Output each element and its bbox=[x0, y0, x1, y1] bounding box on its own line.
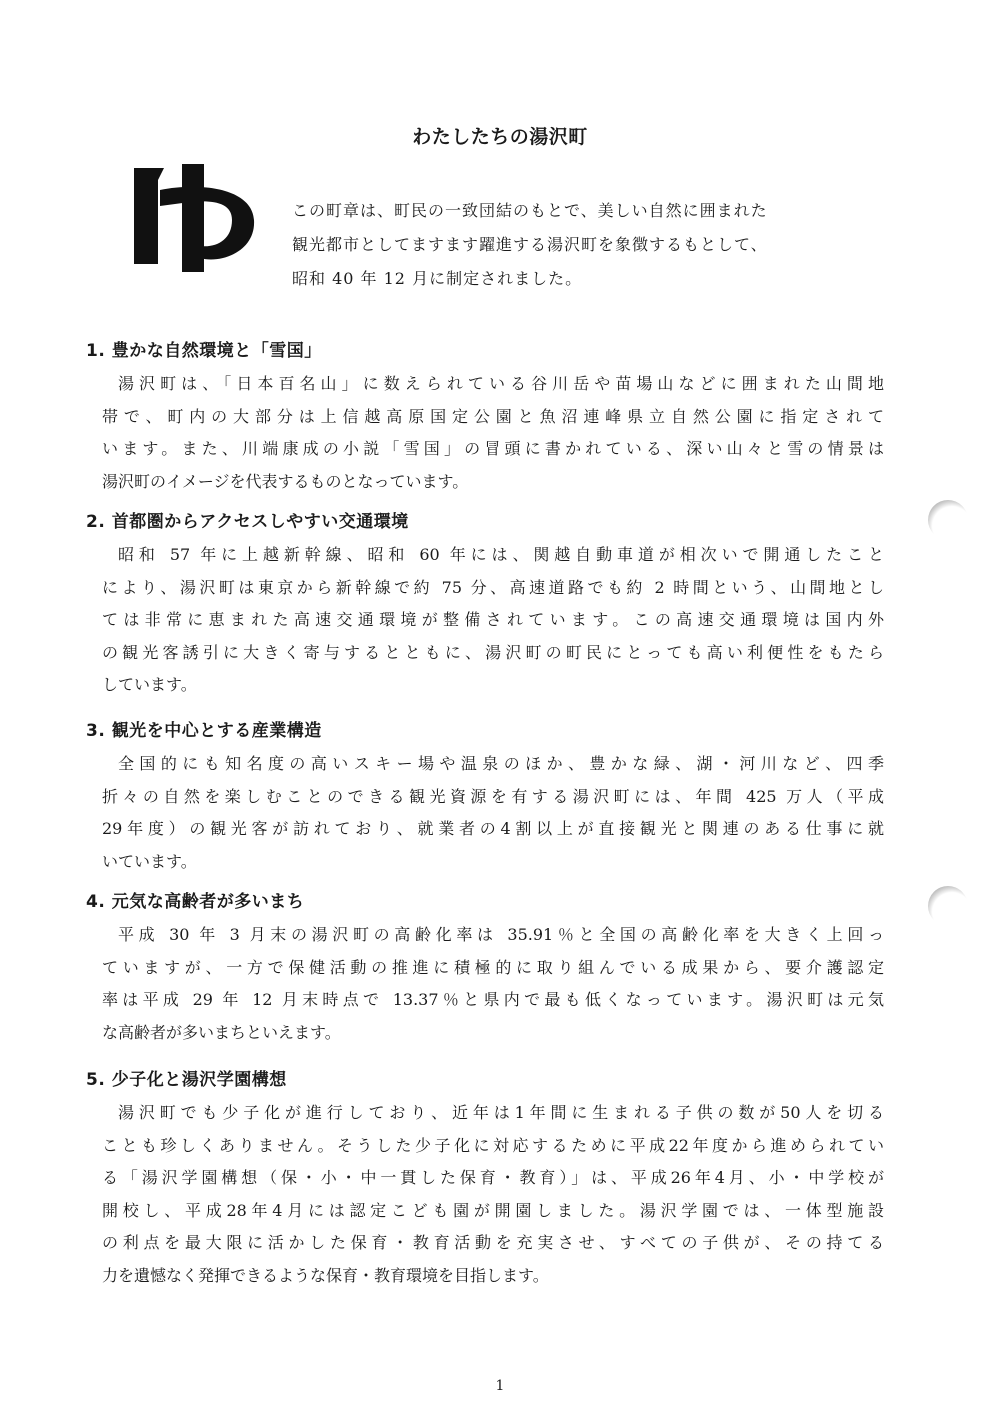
body-line: により、湯沢町は東京から新幹線で約 75 分、高速道路でも約 2 時間という、山間地とし bbox=[102, 577, 884, 597]
body-line: 昭和 57 年に上越新幹線、昭和 60 年には、関越自動車道が相次いで開通したこと bbox=[118, 545, 884, 564]
binder-hole bbox=[928, 500, 968, 540]
binder-hole bbox=[928, 886, 968, 926]
body-line: ては非常に恵まれた高速交通環境が整備されています。この高速交通環境は国内外 bbox=[102, 610, 884, 629]
section-heading: 4. 元気な高齢者が多いまち bbox=[86, 892, 305, 912]
page-title: わたしたちの湯沢町 bbox=[412, 126, 588, 148]
section-elderly bbox=[86, 885, 886, 1049]
body-line: 湯沢町のイメージを代表するものとなっています。 bbox=[102, 471, 469, 491]
body-line: 率は平成 29 年 12 月末時点で 13.37％と県内で最も低くなっています。湯沢町は元気 bbox=[102, 990, 884, 1009]
page-number: 1 bbox=[495, 1378, 505, 1394]
intro-line: この町章は、町民の一致団結のもとで、美しい自然に囲まれた bbox=[292, 201, 768, 220]
town-emblem-icon bbox=[120, 160, 260, 272]
section-heading: 3. 観光を中心とする産業構造 bbox=[86, 721, 322, 741]
intro-paragraph bbox=[292, 194, 892, 296]
body-line: 平成 30 年 3 月末の湯沢町の高齢化率は 35.91％と全国の高齢化率を大きく上回っ bbox=[118, 925, 884, 944]
body-line: 開校し、平成28年4月には認定こども園が開園しました。湯沢学園では、一体型施設 bbox=[102, 1200, 884, 1220]
body-line: 29年度）の観光客が訪れており、就業者の4割以上が直接観光と関連のある仕事に就 bbox=[102, 819, 884, 838]
body-line: の観光客誘引に大きく寄与するとともに、湯沢町の町民にとっても高い利便性をもたら bbox=[102, 642, 884, 662]
section-industry-structure bbox=[86, 714, 886, 878]
body-line: 湯沢町は、「日本百名山」に数えられている谷川岳や苗場山などに囲まれた山間地 bbox=[118, 374, 884, 393]
body-line: ていますが、一方で保健活動の推進に積極的に取り組んでいる成果から、要介護認定 bbox=[102, 957, 884, 977]
section-body bbox=[86, 368, 884, 498]
section-body bbox=[86, 539, 884, 702]
section-heading: 2. 首都圏からアクセスしやすい交通環境 bbox=[86, 512, 409, 532]
body-line: ことも珍しくありません。そうした少子化に対応するために平成22年度から進められてい bbox=[102, 1135, 884, 1155]
intro-line: 昭和 40 年 12 月に制定されました。 bbox=[292, 269, 583, 288]
body-line: 全国的にも知名度の高いスキー場や温泉のほか、豊かな緑、湖・河川など、四季 bbox=[118, 754, 884, 773]
body-line: る「湯沢学園構想（保・小・中一貫した保育・教育）」は、平成26年4月、小・中学校が bbox=[102, 1168, 884, 1187]
body-line: 帯で、町内の大部分は上信越高原国定公園と魚沼連峰県立自然公園に指定されて bbox=[102, 406, 884, 426]
section-yuzawa-gakuen bbox=[86, 1063, 886, 1292]
intro-line: 観光都市としてますます躍進する湯沢町を象徴するもとして、 bbox=[292, 235, 768, 254]
section-heading: 1. 豊かな自然環境と「雪国」 bbox=[86, 341, 322, 361]
section-natural-environment bbox=[86, 334, 886, 498]
body-line: な高齢者が多いまちといえます。 bbox=[102, 1022, 341, 1042]
section-body bbox=[86, 748, 884, 878]
section-heading: 5. 少子化と湯沢学園構想 bbox=[86, 1070, 287, 1090]
section-transport-access bbox=[86, 505, 886, 702]
body-line: いています。 bbox=[102, 851, 197, 871]
body-line: 力を遺憾なく発揮できるような保育・教育環境を目指します。 bbox=[102, 1265, 549, 1285]
body-line: 湯沢町でも少子化が進行しており、近年は1年間に生まれる子供の数が50人を切る bbox=[118, 1103, 884, 1122]
body-line: います。また、川端康成の小説「雪国」の冒頭に書かれている、深い山々と雪の情景は bbox=[102, 439, 884, 458]
section-body bbox=[86, 919, 884, 1049]
section-body bbox=[86, 1097, 884, 1292]
body-line: しています。 bbox=[102, 675, 197, 694]
body-line: の利点を最大限に活かした保育・教育活動を充実させ、すべての子供が、その持てる bbox=[102, 1233, 884, 1252]
body-line: 折々の自然を楽しむことのできる観光資源を有する湯沢町には、年間 425 万人（平成 bbox=[102, 786, 884, 806]
